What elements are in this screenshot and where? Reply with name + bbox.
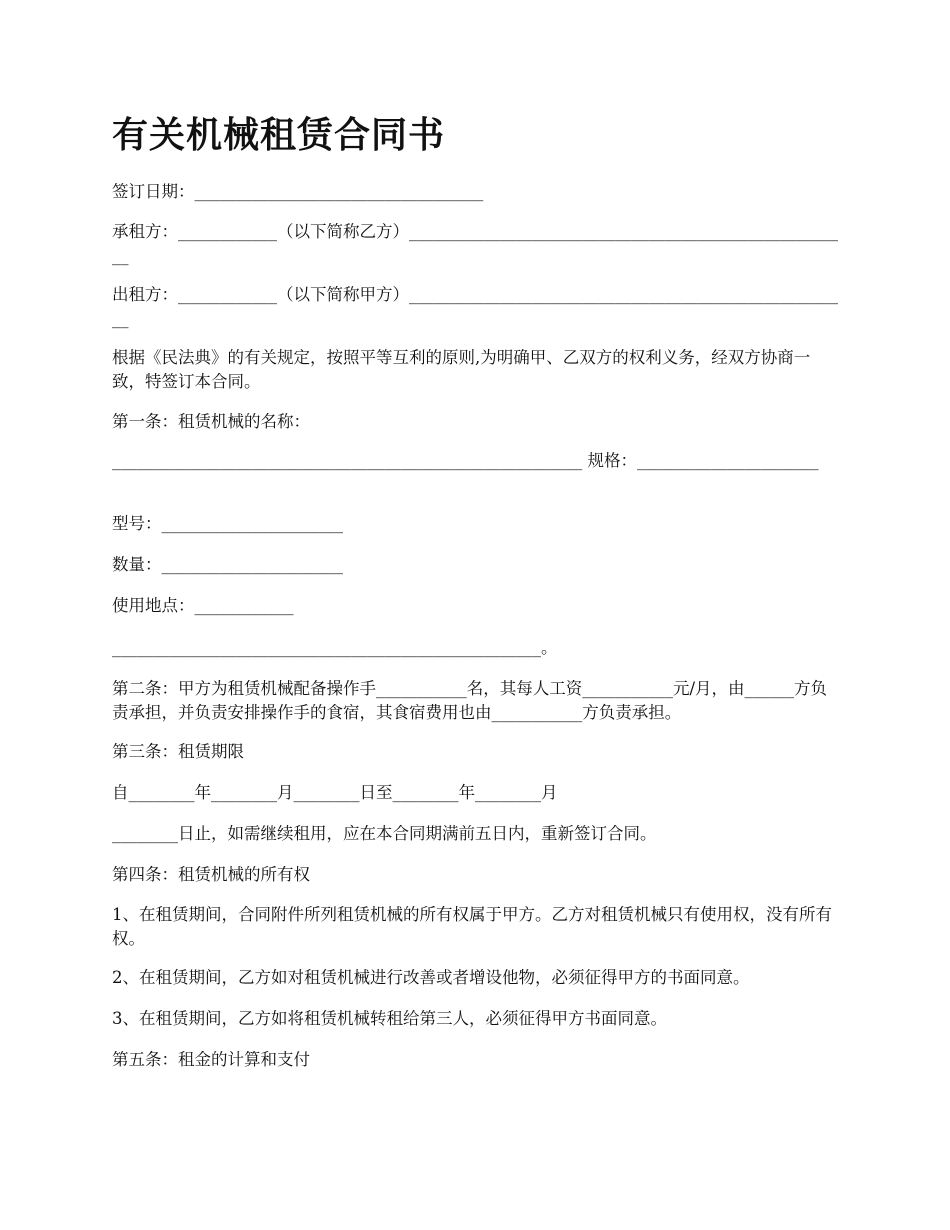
preamble-paragraph: 根据《民法典》的有关规定，按照平等互利的原则,为明确甲、乙双方的权利义务，经双方协商一致，特签订本合同。: [112, 348, 811, 391]
model-line: 型号：______________________: [112, 514, 343, 533]
lessee-line: 承租方：____________（以下简称乙方）______________________________________________________: [112, 222, 838, 265]
usage-location-line: 使用地点：____________: [112, 596, 294, 615]
ownership-clause-1: 1、在租赁期间，合同附件所列租赁机械的所有权属于甲方。乙方对租赁机械只有使用权，没有所有权。: [112, 905, 832, 948]
lease-term-dates-line: 自________年________月________日至________年________月: [112, 783, 558, 802]
lease-term-end-line: ________日止，如需继续租用，应在本合同期满前五日内，重新签订合同。: [112, 824, 657, 843]
signing-date-line: 签订日期：___________________________________: [112, 182, 484, 201]
ownership-clause-2: 2、在租赁期间，乙方如对租赁机械进行改善或者增设他物，必须征得甲方的书面同意。: [112, 968, 750, 987]
machine-name-spec-line: _________________________________________________________ 规格：______________________: [112, 451, 819, 470]
article-4-heading: 第四条：租赁机械的所有权: [112, 865, 310, 884]
ownership-clause-3: 3、在租赁期间，乙方如将租赁机械转租给第三人，必须征得甲方书面同意。: [112, 1009, 667, 1028]
article-3-heading: 第三条：租赁期限: [112, 742, 244, 761]
article-5-heading: 第五条：租金的计算和支付: [112, 1050, 310, 1069]
usage-location-continuation: ____________________________________________________。: [112, 638, 558, 657]
document-title: 有关机械租赁合同书: [112, 115, 446, 156]
article-1-heading: 第一条：租赁机械的名称：: [112, 412, 310, 431]
lessor-line: 出租方：____________（以下简称甲方）______________________________________________________: [112, 285, 838, 328]
quantity-line: 数量：______________________: [112, 555, 343, 574]
article-2-paragraph: 第二条：甲方为租赁机械配备操作手___________名，其每人工资___________元/月，由______方负责承担，并负责安排操作手的食宿，其食宿费用也由___________方负责承担。: [112, 679, 828, 722]
